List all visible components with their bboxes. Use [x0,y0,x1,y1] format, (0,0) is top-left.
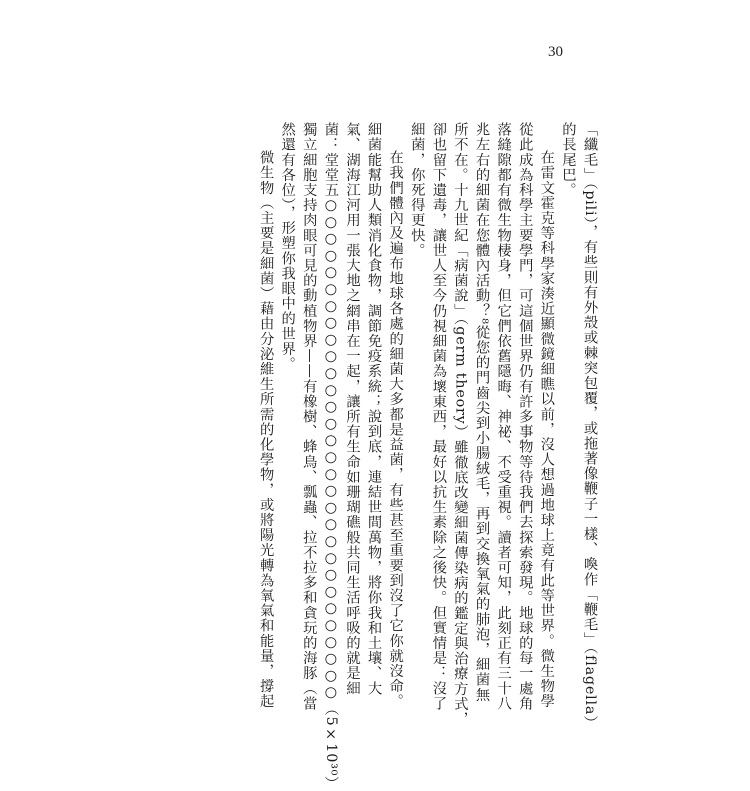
text-column-12: 菌：堂堂五○○○○○○○○○○○○○○○○○○○○○○○○○○○○○○（5×10³⁰） [322,122,339,791]
text-column-13: 獨立細胞支持肉眼可見的動植物界——有橡樹、蜂鳥、瓢蟲、拉不拉多和貪玩的海豚（當 [301,122,318,711]
text-column-5: 兆左右的細菌在您體內活動？⁸從您的門齒尖到小腸絨毛，再到交換氧氣的肺泡，細菌無 [474,122,491,703]
text-column-3: 從此成為科學主要學門，可這個世界仍有許多事物等待我們去探索發現。地球的每一處角 [517,122,534,711]
text-column-11: 氣、湖海江河用一張大地之網串在一起，讓所有生命如珊瑚礁般共同生活呼吸的就是細 [344,122,361,696]
text-column-6: 所不在。十九世紀「病菌說」（germ theory）雖徹底改變細菌傳染病的鑑定與治療方式， [452,122,469,727]
text-column-15: 微生物（主要是細菌）藉由分泌維生所需的化學物，或將陽光轉為氧氣和能量，撐起 [258,150,275,709]
text-column-0: 「纖毛」（pili），有些則有外殼或棘突包覆，或拖著像鞭子一樣、喚作「鞭毛」（flagella） [582,122,598,731]
text-column-1: 的長尾巴。 [560,122,577,198]
text-column-8: 細菌，你死得更快。 [409,122,426,258]
text-column-10: 細菌能幫助人類消化食物，調節免疫系統；說到底，連結世間萬物，將你我和土壤、大 [366,122,383,696]
text-column-2: 在雷文霍克等科學家湊近顯微鏡細瞧以前，沒人想過地球上竟有此等世界。微生物學 [538,150,555,709]
text-column-7: 卻也留下遺毒，讓世人至今仍視細菌為壞東西，最好以抗生素除之後快。但實情是：沒了 [430,122,447,711]
text-column-14: 然還有各位），形塑你我眼中的世界。 [279,122,296,372]
text-column-9: 在我們體內及遍布地球各處的細菌大多都是益菌，有些甚至重要到沒了它你就沒命。 [387,150,404,709]
page-number: 30 [548,44,563,60]
vertical-text-block [140,122,600,791]
text-column-4: 落縫隙都有微生物棲身，但它們依舊隱晦、神祕、不受重視。讀者可知，此刻正有三十八 [495,122,512,711]
